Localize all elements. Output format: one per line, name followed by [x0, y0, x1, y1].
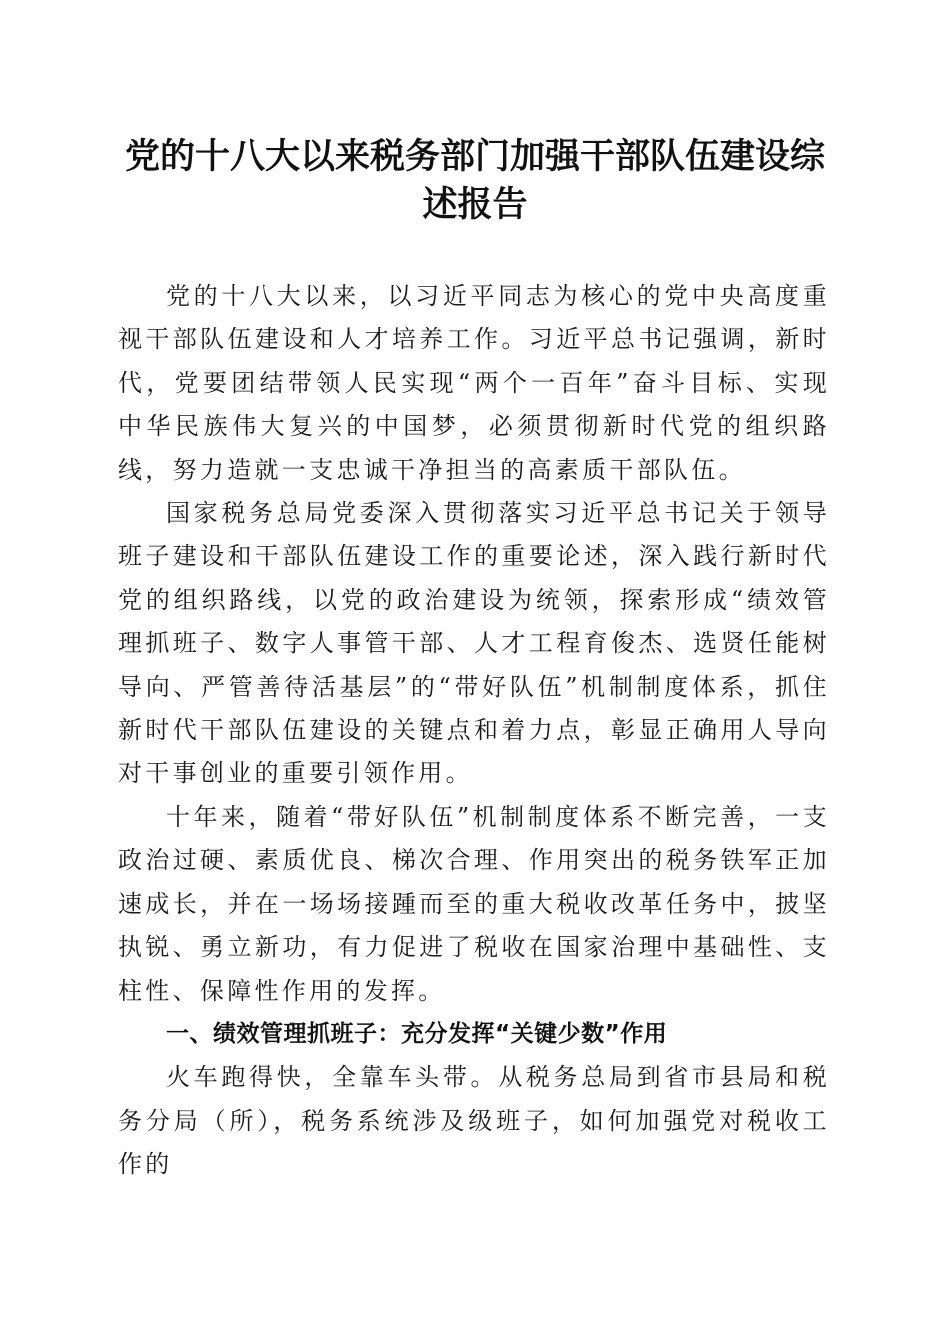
paragraph-ten-years: 十年来，随着“带好队伍”机制制度体系不断完善，一支政治过硬、素质优良、梯次合理、作用突出的税务铁军正加速成长，并在一场场接踵而至的重大税收改革任务中，披坚执锐、勇立新功，有力促进了税收在国家治理中基础性、支柱性、保障性作用的发挥。	[118, 802, 830, 1005]
paragraph-tax-bureau: 国家税务总局党委深入贯彻落实习近平总书记关于领导班子建设和干部队伍建设工作的重要论述，深入践行新时代党的组织路线，以党的政治建设为统领，探索形成“绩效管理抓班子、数字人事管干部、人才工程育俊杰、选贤任能树导向、严管善待活基层”的“带好队伍”机制制度体系，抓住新时代干部队伍建设的关键点和着力点，彰显正确用人导向对干事创业的重要引领作用。	[118, 499, 830, 788]
document-body	[118, 275, 830, 1187]
section-heading: 一、绩效管理抓班子：充分发挥“关键少数”作用	[166, 1020, 668, 1047]
paragraph-section-one: 火车跑得快，全靠车头带。从税务总局到省市县局和税务分局（所），税务系统涉及级班子，如何加强党对税收工作的	[118, 1063, 830, 1179]
paragraph-intro: 党的十八大以来，以习近平同志为核心的党中央高度重视干部队伍建设和人才培养工作。习近平总书记强调，新时代，党要团结带领人民实现“两个一百年”奋斗目标、实现中华民族伟大复兴的中国梦，必须贯彻新时代党的组织路线，努力造就一支忠诚干净担当的高素质干部队伍。	[118, 282, 830, 484]
document-title: 党的十八大以来税务部门加强干部队伍建设综述报告	[124, 136, 825, 225]
